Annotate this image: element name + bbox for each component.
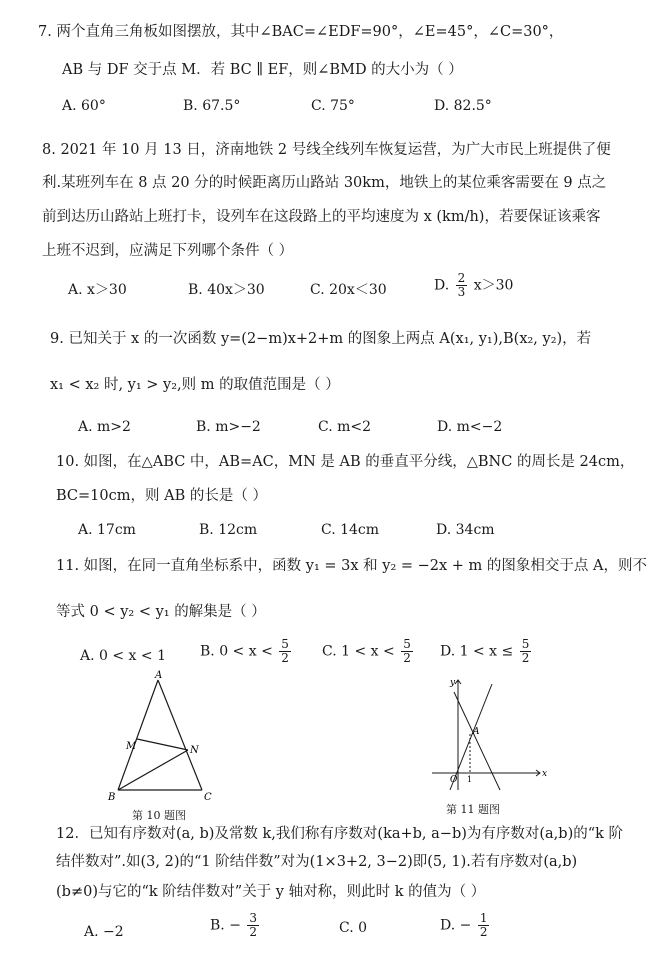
q12-stem-line1: 12．已知有序数对(a, b)及常数 k,我们称有序数对(ka+b, a−b)为有序数对(a,b)的“k 阶 <box>56 826 624 842</box>
q8-option-d-fraction: $\frac{2}{3}$ <box>457 271 466 299</box>
q11-option-b[interactable]: B. 0 < x < $\frac{5}{2}$ <box>200 637 289 665</box>
fig11-label-a: A <box>473 727 480 737</box>
q7-option-c[interactable]: C. 75° <box>311 98 355 114</box>
q10-stem-line2: BC=10cm，则 AB 的长是（ ） <box>56 488 267 504</box>
q9-option-b[interactable]: B. m>−2 <box>196 419 261 435</box>
q7-option-d[interactable]: D. 82.5° <box>434 98 492 114</box>
q9-stem-line1: 9. 已知关于 x 的一次函数 y=(2−m)x+2+m 的图象上两点 A(x₁, y₁),B(x₂, y₂)，若 <box>50 331 592 347</box>
figure-11-caption: 第 11 题图 <box>446 803 500 816</box>
q12-stem-line3: (b≠0)与它的“k 阶结伴数对”关于 y 轴对称，则此时 k 的值为（ ） <box>56 884 486 900</box>
q8-option-a[interactable]: A. x＞30 <box>68 282 127 298</box>
q11-option-c[interactable]: C. 1 < x < $\frac{5}{2}$ <box>322 637 411 665</box>
q8-option-b[interactable]: B. 40x＞30 <box>188 282 265 298</box>
q7-stem-line1: 7. 两个直角三角板如图摆放，其中∠BAC=∠EDF=90°，∠E=45°，∠C=30°， <box>38 24 564 40</box>
q8-option-c[interactable]: C. 20x＜30 <box>310 282 387 298</box>
q10-option-c[interactable]: C. 14cm <box>321 522 380 538</box>
fig10-label-b: B <box>108 792 116 803</box>
q10-option-a[interactable]: A. 17cm <box>78 522 136 538</box>
q7-option-b[interactable]: B. 67.5° <box>183 98 241 114</box>
q12-option-d[interactable]: D. − $\frac{1}{2}$ <box>440 911 488 939</box>
fig10-label-a: A <box>155 670 163 681</box>
figure-10 <box>100 668 230 808</box>
figure-10-caption: 第 10 题图 <box>132 809 186 822</box>
fig11-line-y2 <box>454 692 500 790</box>
fig11-label-o: O <box>450 775 458 785</box>
q12-option-a[interactable]: A. −2 <box>84 924 124 940</box>
q10-stem-line1: 10. 如图，在△ABC 中，AB=AC，MN 是 AB 的垂直平分线，△BNC 的周长是 24cm， <box>56 454 635 470</box>
figure-11 <box>428 672 558 797</box>
q11-stem-line1: 11. 如图，在同一直角坐标系中，函数 y₁ = 3x 和 y₂ = −2x + m 的图象相交于点 A，则不 <box>56 558 648 574</box>
fig10-segment-bn <box>118 750 188 790</box>
q8-stem-line4: 上班不迟到，应满足下列哪个条件（ ） <box>42 243 294 259</box>
q11-option-c-fraction: $\frac{5}{2}$ <box>403 637 411 665</box>
q12-stem-line2: 结伴数对”.如(3, 2)的“1 阶结伴数”对为(1×3+2, 3−2)即(5, 1).若有序数对(a,b) <box>56 854 578 870</box>
q8-option-d[interactable]: D. $\frac{2}{3}$ x＞30 <box>434 271 514 299</box>
q10-option-d[interactable]: D. 34cm <box>436 522 495 538</box>
fig10-segment-mn <box>137 739 188 750</box>
fig11-label-y: y <box>450 678 456 688</box>
q11-option-b-fraction: $\frac{5}{2}$ <box>281 637 289 665</box>
q9-option-c[interactable]: C. m<2 <box>318 419 372 435</box>
fig11-label-x: x <box>542 769 548 779</box>
fig10-side-ab <box>118 680 158 790</box>
q11-option-d[interactable]: D. 1 < x ≤ $\frac{5}{2}$ <box>440 637 530 665</box>
q7-option-a[interactable]: A. 60° <box>62 98 106 114</box>
q12-option-b[interactable]: B. − $\frac{3}{2}$ <box>210 911 258 939</box>
q7-stem-line2: AB 与 DF 交于点 M．若 BC ∥ EF，则∠BMD 的大小为（ ） <box>62 62 463 78</box>
q12-option-c[interactable]: C. 0 <box>339 920 368 936</box>
q9-stem-line2: x₁ < x₂ 时, y₁ > y₂,则 m 的取值范围是（ ） <box>50 377 340 393</box>
q11-stem-line2: 等式 0 < y₂ < y₁ 的解集是（ ） <box>56 604 266 620</box>
q9-option-a[interactable]: A. m>2 <box>78 419 131 435</box>
q11-option-a[interactable]: A. 0 < x < 1 <box>80 648 166 664</box>
fig10-label-c: C <box>204 792 212 803</box>
q12-option-b-fraction: $\frac{3}{2}$ <box>249 911 258 939</box>
fig11-label-one: 1 <box>467 775 473 784</box>
q9-option-d[interactable]: D. m<−2 <box>437 419 503 435</box>
fig10-label-m: M <box>126 741 137 752</box>
q11-option-d-fraction: $\frac{5}{2}$ <box>521 637 530 665</box>
q8-stem-line2: 利.某班列车在 8 点 20 分的时候距离历山路站 30km，地铁上的某位乘客需要在 9 点之 <box>42 175 607 191</box>
q10-option-b[interactable]: B. 12cm <box>199 522 258 538</box>
q12-option-d-fraction: $\frac{1}{2}$ <box>479 911 488 939</box>
q8-stem-line3: 前到达历山路站上班打卡，设列车在这段路上的平均速度为 x (km/h)，若要保证该乘客 <box>42 209 601 225</box>
fig10-side-ac <box>158 680 202 790</box>
q8-stem-line1: 8. 2021 年 10 月 13 日，济南地铁 2 号线全线列车恢复运营，为广大市民上班提供了便 <box>42 142 611 158</box>
fig10-label-n: N <box>190 745 199 756</box>
